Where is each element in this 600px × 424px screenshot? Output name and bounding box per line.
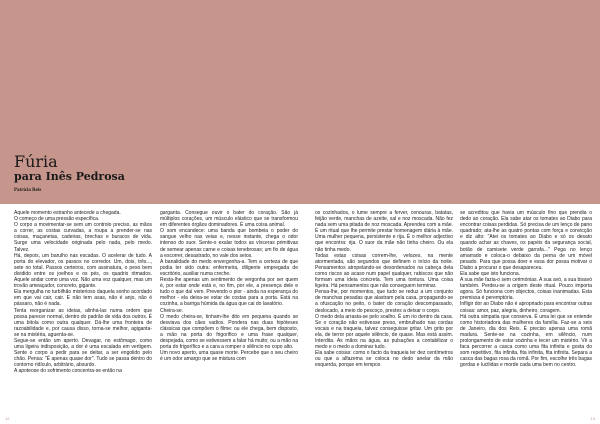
paragraph: O medo dela arrasta-se pelo soalho. É um rio dentro da casa. Se o coração não estivesse preso, embrulhado nas cordas vocais e na traqueia, talvez conseguisse gritar. Um grito por ela, de terror por aquele silêncio, de quase. Mas está assim. Interdita. As mãos na água, as pulsações a contabilizar o medo e o medo a dominar tudo.: [315, 313, 453, 351]
text-column-4: [460, 210, 592, 415]
paragraph: O som encandece: uma banda que bombeia o poder do sangue velho nas veias e, nesse instante, chega o odor intenso do suor. Sente-o exalar todos as vísceras primitivas de semear apenas carne e coisas tenebrosas; um fio de água a escorrer, desastrado, no vale dos seios.: [160, 228, 298, 259]
paragraph: Segue-se então um aperto. Devagar, no estômago, como uma ligeira indisposição, a dor é uma escalada em vertigem. Sente o corpo a pedir para se deitar, a ser engolido pelo chão. Pensa: "É apenas quase dor". Tudo se passa dentro do contorno ridículo, arbitrário, absurdo.: [14, 337, 152, 369]
article-title: Fúria: [14, 152, 58, 171]
paragraph: Tenta reorganizar as ideias, alinhá-las numa ordem que possa parecer normal, dentro do padrão de vida dos outros. É uma bitola como outra qualquer. Dá-lhe uma fronteira de razoabilidade e, por causa disso, torna-se melhor, agiganta-se na mistéria, aguenta-se.: [14, 307, 152, 338]
article-subtitle: para Inês Pedrosa: [14, 170, 125, 183]
paragraph: Ela mergulha no turbilhão misterioso daquela sonho acordado em que vai cair, cair. E não tem asas, não é anjo, não é pássaro, não é nada.: [14, 289, 152, 308]
text-column-2: [160, 210, 298, 415]
text-column-3: [315, 210, 453, 415]
paragraph: Ela sabe coisas: como o facto da traqueia ter dez centímetros ou que a alfazema se coloca no dedo anelar da mão esquerda, porque em tempos: [315, 350, 453, 369]
paragraph: O medo cheira-se, tinham-lhe dito em pequena quando se desviava dos cães vadios. Pondera nas duas hipóteses clássicas que compõem o filme: ou ele chega, bem disposto, a mão na porta do frigorífico e uma frase qualquer, despejada, como se estivessem a falar há muito; ou a mão na porta do frigorífico e a cara a romper o silêncio no copo alto.: [160, 313, 298, 351]
paragraph: Há, depois, um barulho nas escadas. O acelerar de tudo. A porta do elevador, os passos no corredor. Um, dois, três..., sete no total. Passos certeiros, com assinatura, o peso bem dividido entre os joelhos e os pés, os quadris ritmados. Aquele andar como uma voz. Não uma voz qualquer, mas um trovão ameaçador, concreto, gigante.: [14, 252, 152, 290]
paragraph: Um novo aperto, uma quase morte. Percebe que o seu cheiro é um odor amargo que se mistura com: [160, 350, 298, 363]
page-number-left: 12: [5, 416, 10, 421]
paragraph: Cheira-se.: [160, 307, 184, 314]
paragraph: Pensa-lhe, por momentos, que tudo se reduz a um conjunto de manchas pesadas que alastram pela casa, propagando-se a ofuscação no peito, o bater do coração descompassado, deslocado, a meio do pescoço, prestes a deixar o corpo.: [315, 289, 453, 314]
paragraph: Infligir dor ao Diabo não é apropriado para encontrar outras coisas: amor, paz, alegria, dinheiro, coragem.: [460, 301, 592, 314]
paragraph: se acreditou que havia um músculo fino que prendia o dedo ao coração. Ela sabe atar os tomates ao Diabo para encontrar coisas perdidas. Só precisa de um lenço de pano quadrado; ata-lhe as quatro pontas com força e convicção e diz alto: "Atei os tomates ao Diabo e só os desato quando achar as chaves, os papéis da segurança social, botão de camisete verde garrafa..." Pega no lenço amarrado e coloca-o debaixo da perna de um móvel pesado. Para que possa doer e essa dor possa motivar o Diabo a procurar o que desapareceu.: [460, 210, 592, 271]
author-name: Patrícia Reis: [14, 188, 42, 193]
paragraph: Ela sabe que isto funciona.: [460, 270, 521, 277]
paragraph: A apoteose do sofrimento concentra-se então na: [14, 368, 122, 375]
paragraph: Todas estas coisas correm-lhe, velozes, na mente atormentada, são segundos que definem o início da noite. Pensamentos atropelando-se desordenados na cabeça dela como riscos ao acaso num papel qualquer, rabiscos que não formam uma ideia concreta. Tem uma tontura. Uma coisa ligeira. Há pensamentos que não conseguem terminar.: [315, 252, 453, 290]
paragraph: O corpo a movimentar-se sem um controlo preciso, as mãos a correr, as costas curvadas, a roupa a prender-se nas coisas, maçanetas, cadeiras, brechas e buracos de vida. Surge uma velocidade originada pelo nada, pelo medo. Talvez.: [14, 222, 152, 253]
paragraph: A sua mãe fazia-o sem cerimónias. A sua avó, a sua bisavó também. Perdeu-se a origem deste ritual. Pouco importa agora. Só funciona com objectos, coisas inanimadas. Esta premissa é peremptória.: [460, 277, 592, 302]
paragraph: Há outra simpatia que conserva. É uma lei que se entende como historiadora das mulheres da família. Faz-se a seis de Janeiro, dia dos Reis. É preciso apenas uma romã madura. Sente-se na cozinha, em silêncio, num prolongamento de estar sozinha e tecer um mistério. Vê a faca percorrer a casca como uma fita infinita e gosta do som repetitivo, fita infinita, fita infinita, fita infinita. Separa a casca das bagas rosa da romã. Por fim, escolhe três bagas gordas e lucilidas e morde cada uma bem no centro.: [460, 313, 592, 369]
paragraph: Aquele momento estranho antecede a chegada.: [14, 210, 121, 216]
paragraph: os cozinhados, o lume sempre a ferver, cenouras, batatas, feijão verde, manchas de azeite, sal e noz moscada. Não fez nada sem uma pitada de noz moscada. Aprendeu com a mãe. É um ritual que lhe permite prestar homenagem diária à mãe. Uma mulher pequena, persistente e rija. É o melhor adjectivo que encontra: rija. O suor da mãe não tinha cheiro. Ou ela não tinha medo.: [315, 210, 453, 253]
text-column-1: [14, 210, 152, 415]
paragraph: A banalidade do medo envergonha-a. Tem a certeza de que podia ter sido outra: enfermeira, diligente empregada de escritório, auxiliar numa creche.: [160, 258, 298, 277]
paragraph: garganta. Consegue ouvir o bater do coração. São já múltiplos corações, um músculo elástico que se transformou em diferentes órgãos dominadores. É uma coisa animal.: [160, 210, 298, 229]
paragraph: O começo de uma pressão específica.: [14, 216, 100, 223]
paragraph: Resta-lhe apenas um sentimento de vergonha por ser quem é, por estar onde está e, no fim, por ele, a presença dele e tudo o que daí vem. Prevendo o pior - ainda na esperança do melhor - ela deixa-se estar de costas para a porta. Está na cozinha, a barriga húmida da água que cai do lavatório.: [160, 277, 298, 308]
page-number-right: 13: [590, 416, 595, 421]
